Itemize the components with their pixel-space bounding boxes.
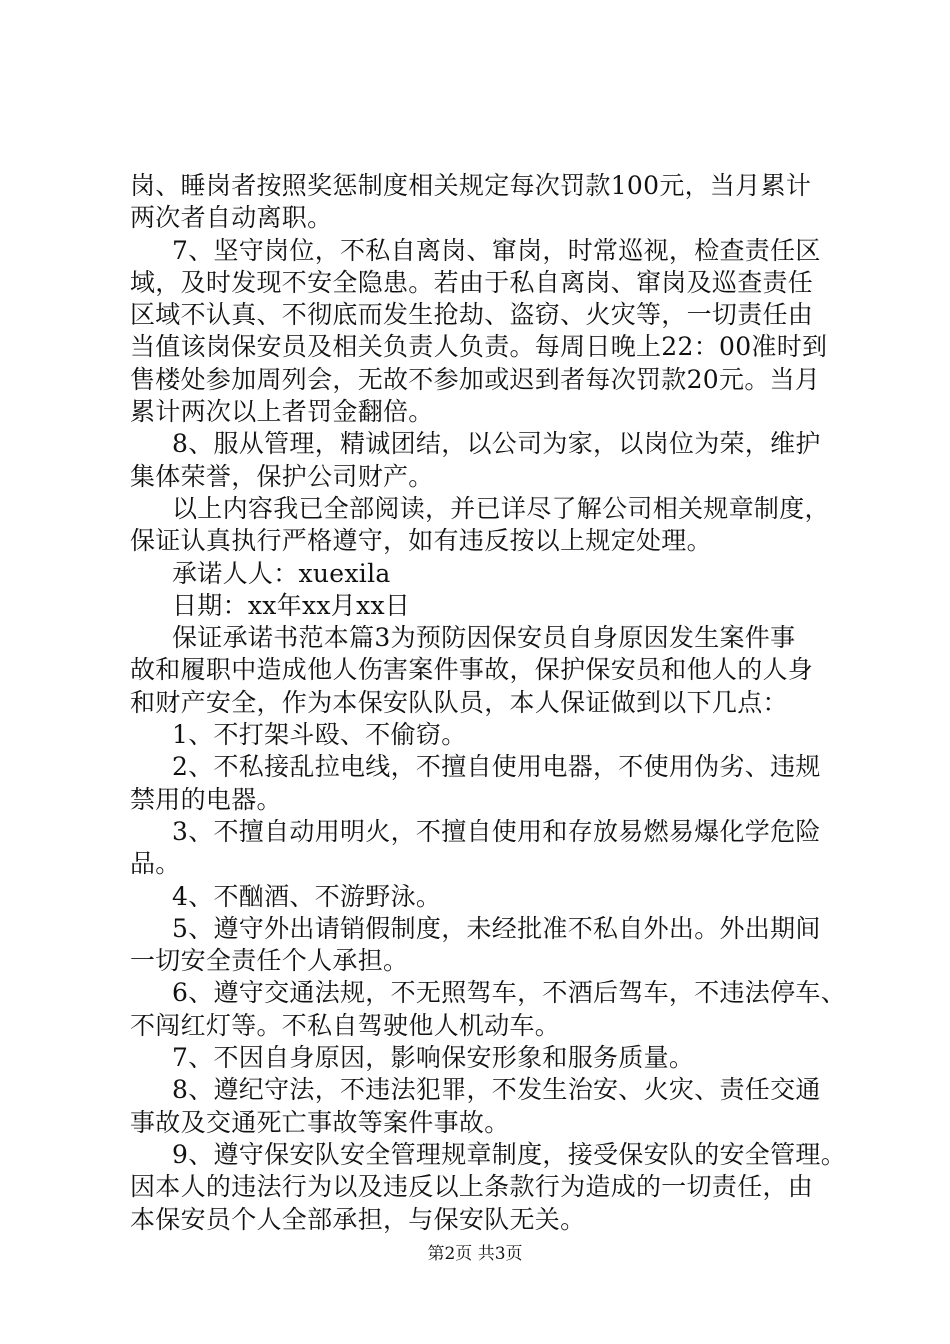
- paragraph-start: 保证承诺书范本篇3为预防因保安员自身原因发生案件事: [172, 623, 796, 653]
- text-line: 和财产安全，作为本保安队队员，本人保证做到以下几点：: [130, 687, 788, 717]
- paragraph-start: 以上内容我已全部阅读，并已详尽了解公司相关规章制度，: [172, 493, 830, 523]
- text-line: 岗、睡岗者按照奖惩制度相关规定每次罚款100元，当月累计: [130, 171, 812, 200]
- text-line: 集体荣誉，保护公司财产。: [130, 461, 434, 491]
- paragraph-start: 3、不擅自动用明火，不擅自使用和存放易燃易爆化学危险: [172, 816, 821, 846]
- text-line: 区域不认真、不彻底而发生抢劫、盗窃、火灾等，一切责任由: [130, 300, 814, 330]
- paragraph-start: 7、坚守岗位，不私自离岗、窜岗，时常巡视，检查责任区: [172, 235, 821, 265]
- paragraph-start: 8、服从管理，精诚团结，以公司为家，以岗位为荣，维护: [172, 429, 821, 459]
- text-line: 当值该岗保安员及相关负责人负责。每周日晚上22：00准时到: [130, 332, 828, 362]
- text-line: 禁用的电器。: [130, 784, 282, 814]
- text-line: 故和履职中造成他人伤害案件事故，保护保安员和他人的人身: [130, 655, 814, 685]
- paragraph-start: 9、遵守保安队安全管理规章制度，接受保安队的安全管理。: [172, 1139, 847, 1169]
- paragraph-start: 6、遵守交通法规，不无照驾车，不酒后驾车，不违法停车、: [172, 978, 847, 1008]
- text-line: 一切安全责任个人承担。: [130, 946, 409, 976]
- date-line: 日期：xx年xx月xx日: [172, 590, 411, 620]
- text-line: 因本人的违法行为以及违反以上条款行为造成的一切责任，由: [130, 1172, 814, 1202]
- text-line: 累计两次以上者罚金翻倍。: [130, 397, 434, 427]
- text-line: 品。: [130, 849, 181, 879]
- document-body: [130, 170, 847, 1236]
- paragraph-start: 2、不私接乱拉电线，不擅自使用电器，不使用伪劣、违规: [172, 752, 821, 782]
- text-line: 保证认真执行严格遵守，如有违反按以上规定处理。: [130, 526, 712, 556]
- text-line: 售楼处参加周列会，无故不参加或迟到者每次罚款20元。当月: [130, 364, 821, 394]
- paragraph-start: 8、遵纪守法，不违法犯罪，不发生治安、火灾、责任交通: [172, 1075, 821, 1105]
- paragraph-start: 7、不因自身原因，影响保安形象和服务质量。: [172, 1043, 695, 1073]
- page-number-footer: 第2页 共3页: [427, 1244, 523, 1264]
- paragraph-start: 1、不打架斗殴、不偷窃。: [172, 720, 467, 750]
- text-line: 本保安员个人全部承担，与保安队无关。: [130, 1204, 586, 1234]
- paragraph-start: 5、遵守外出请销假制度，未经批准不私自外出。外出期间: [172, 913, 821, 943]
- paragraph-start: 4、不酗酒、不游野泳。: [172, 881, 442, 911]
- text-line: 两次者自动离职。: [130, 203, 333, 233]
- promisor-line: 承诺人人：xuexila: [172, 558, 391, 588]
- text-line: 域，及时发现不安全隐患。若由于私自离岗、窜岗及巡查责任: [130, 267, 814, 297]
- text-line: 事故及交通死亡事故等案件事故。: [130, 1107, 510, 1137]
- text-line: 不闯红灯等。不私自驾驶他人机动车。: [130, 1010, 561, 1040]
